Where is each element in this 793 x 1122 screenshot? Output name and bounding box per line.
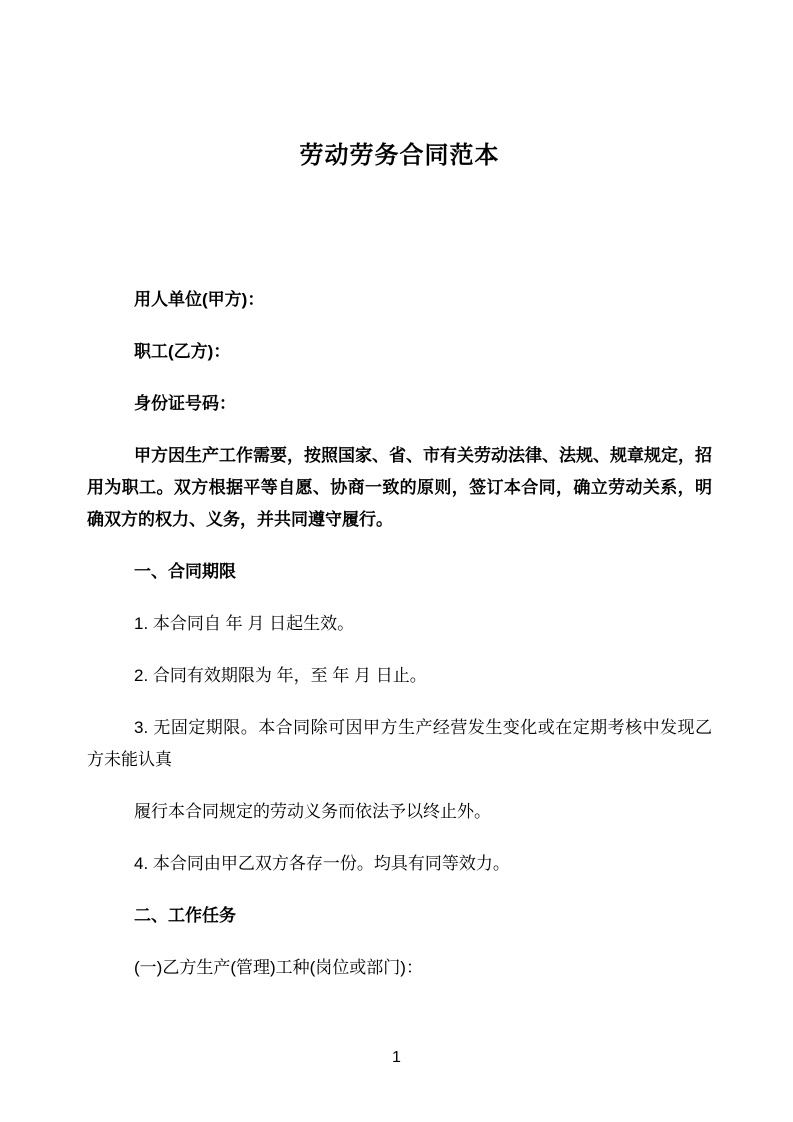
- section1-heading: 一、合同期限: [134, 562, 236, 581]
- section2-heading: 二、工作任务: [134, 906, 236, 925]
- party-a-label: 用人单位(甲方)：: [134, 290, 265, 309]
- intro-paragraph: 甲方因生产工作需要，按照国家、省、市有关劳动法律、法规、规章规定，招用为职工。双方根据平等自愿、协商一致的原则，签订本合同，确立劳动关系，明确双方的权力、义务，并共同遵守履行。: [87, 446, 712, 529]
- page-number: 1: [392, 1049, 401, 1066]
- section1-item4: 4. 本合同由甲乙双方各存一份。均具有同等效力。: [134, 854, 510, 873]
- section1-item2: 2. 合同有效期限为 年，至 年 月 日止。: [134, 666, 427, 685]
- section1-item3: 3. 无固定期限。本合同除可因甲方生产经营发生变化或在定期考核中发现乙方未能认真: [87, 718, 712, 769]
- document-title: 劳动劳务合同范本: [299, 142, 500, 169]
- id-number-label: 身份证号码：: [134, 394, 236, 413]
- section1-item1: 1. 本合同自 年 月 日起生效。: [134, 614, 355, 633]
- party-b-label: 职工(乙方)：: [134, 342, 231, 361]
- section2-item1: (一)乙方生产(管理)工种(岗位或部门)：: [134, 958, 423, 977]
- section1-item3-continuation: 履行本合同规定的劳动义务而依法予以终止外。: [134, 802, 491, 821]
